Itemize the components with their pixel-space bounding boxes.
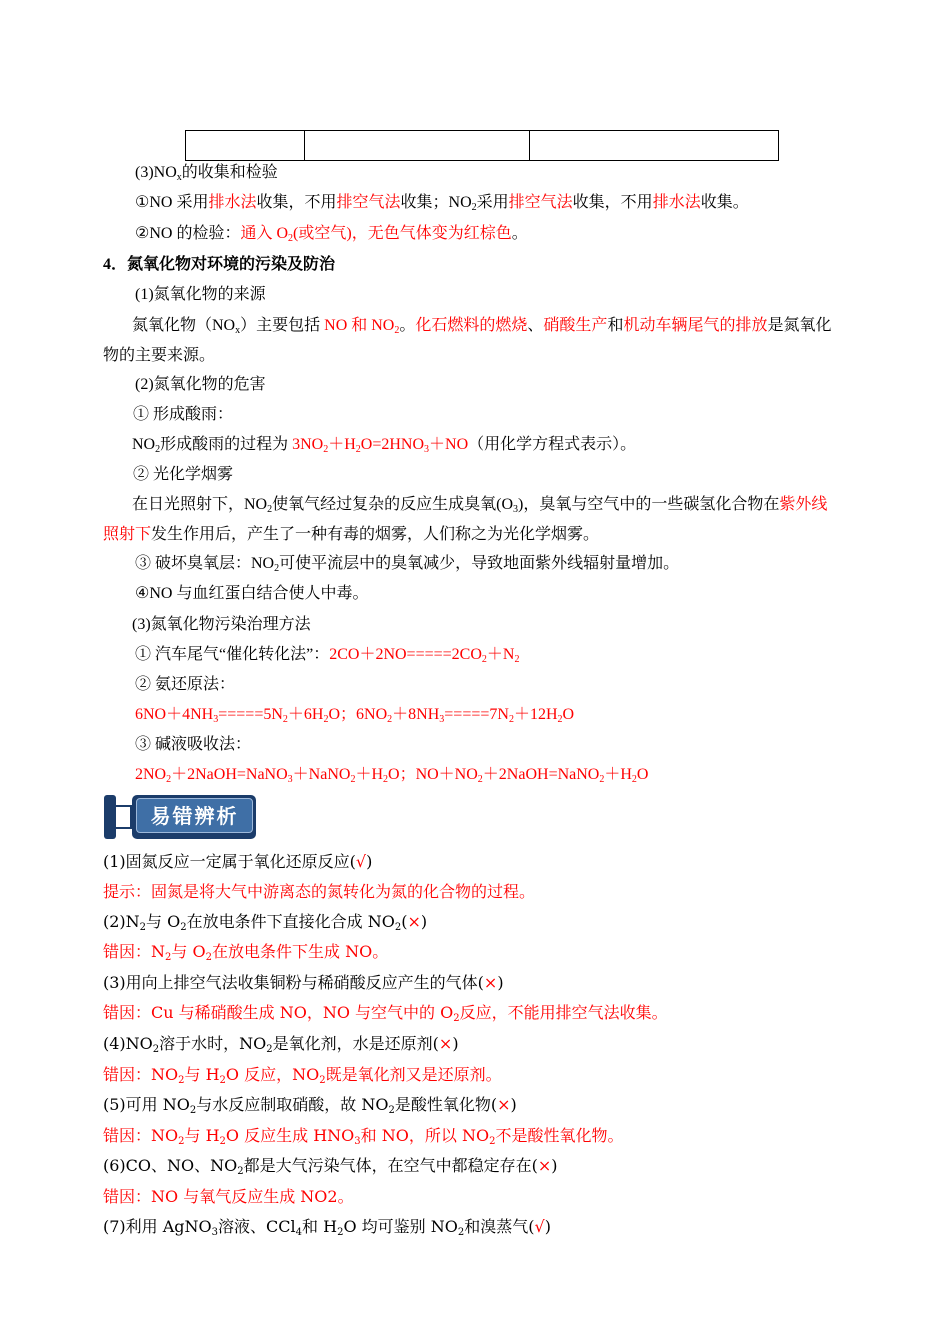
source-line-1: 氮氧化物$(NO_x)$主要包括 NO 和 $NO_2$。化石燃料的燃烧、硝酸生产和机动车辆尾气的排放是氮氧化	[132, 317, 832, 336]
hazard-title: (2)氮氧化物的危害	[135, 376, 266, 393]
detection-line: ②NO 的检验：通入 $O_2$(或空气)，无色气体变为红棕色。	[135, 225, 528, 244]
banner-label: 易错辨析	[136, 798, 253, 833]
quiz-item-1: (1)固氮反应一定属于氧化还原反应(√)	[103, 852, 373, 871]
quiz-item-7: (7)利用 AgNO$_3$溶液、CCl$_4$和 $H_2O$ 均可鉴别 $NO_2$和溴蒸气(√)	[103, 1217, 551, 1238]
quiz-tip-3: 错因：Cu 与稀硝酸生成 NO，NO 与空气中的 $O_2$反应，不能用排空气法收集。	[103, 1003, 668, 1024]
quiz-tip-5: 错因：$NO_2$与 $H_2O$ 反应生成 $HNO_3$和 NO，所以 $NO_2$不是酸性氧化物。	[103, 1126, 624, 1147]
section-3-title: $(3)NO_x$的收集和检验	[135, 164, 278, 183]
table-cell	[186, 131, 305, 161]
smog-line-2: 照射下发生作用后，产生了一种有毒的烟雾，人们称之为光化学烟雾。	[103, 526, 600, 543]
acid-rain-line: $NO_2$形成酸雨的过程为 $3NO_2+H_2O=2HNO_3+NO$（用化学方程式表示）。	[132, 436, 637, 455]
quiz-item-4: $(4)NO_2$溶于水时，$NO_2$是氧化剂，水是还原剂(×)	[103, 1034, 459, 1055]
section-4-heading: 4．氮氧化物对环境的污染及防治	[103, 256, 336, 273]
quiz-tip-1: 提示：固氮是将大气中游离态的氮转化为氮的化合物的过程。	[103, 882, 536, 901]
quiz-tip-4: 错因：$NO_2$与 $H_2O$ 反应，$NO_2$既是氧化剂又是还原剂。	[103, 1065, 502, 1086]
source-title: (1)氮氧化物的来源	[135, 286, 266, 303]
quiz-item-2: $(2)N_2$与 $O_2$在放电条件下直接化合成 $NO_2(\times)$	[103, 912, 428, 933]
collection-line: ①NO 采用排水法收集，不用排空气法收集；$NO_2$采用排空气法收集，不用排水法收集。	[135, 194, 749, 213]
table-row	[186, 131, 779, 161]
acid-rain-title: ① 形成酸雨：	[133, 406, 234, 423]
table-cell	[305, 131, 530, 161]
quiz-item-6: (6)CO、NO、$NO_2$都是大气污染气体，在空气中都稳定存在(×)	[103, 1156, 558, 1177]
smog-line-1: 在日光照射下，$NO_2$使氧气经过复杂的反应生成臭氧$(O_3)$，臭氧与空气中的一些碳氢化合物在紫外线	[132, 496, 828, 515]
source-line-2: 物的主要来源。	[103, 347, 216, 364]
quiz-tip-2: 错因：$N_2$与 $O_2$在放电条件下生成 NO。	[103, 942, 389, 963]
alkali-equation: $2NO_2+2NaOH=NaNO_3+NaNO_2+H_2O$；$NO+NO_2+2NaOH=NaNO_2+H_2O$	[135, 766, 649, 785]
section-banner	[104, 795, 256, 839]
ozone-line: ③ 破坏臭氧层：$NO_2$可使平流层中的臭氧减少，导致地面紫外线辐射量增加。	[135, 555, 680, 574]
ammonia-equation: $6NO+4NH_3=====5N_2+6H_2O$；$6NO_2+8NH_3=====7N_2+12H_2O$	[135, 706, 575, 725]
quiz-item-5: (5)可用 $NO_2$与水反应制取硝酸，故 $NO_2$是酸性氧化物(×)	[103, 1095, 517, 1116]
quiz-tip-6: 错因：NO 与氧气反应生成 NO2。	[103, 1187, 354, 1206]
alkali-title: ③ 碱液吸收法：	[135, 736, 252, 753]
catalytic-line: ① 汽车尾气“催化转化法”：$2CO+2NO=====2CO_2+N_2$	[135, 646, 520, 665]
table-cell	[530, 131, 779, 161]
ammonia-title: ② 氨还原法：	[135, 676, 236, 693]
hemoglobin-line: ④NO 与血红蛋白结合使人中毒。	[135, 585, 369, 602]
table-fragment	[185, 130, 779, 161]
banner-tab	[104, 795, 116, 839]
quiz-item-3: (3)用向上排空气法收集铜粉与稀硝酸反应产生的气体(×)	[103, 973, 504, 992]
treatment-title: (3)氮氧化物污染治理方法	[132, 616, 311, 633]
smog-title: ② 光化学烟雾	[133, 466, 234, 483]
banner-connector	[116, 805, 132, 829]
